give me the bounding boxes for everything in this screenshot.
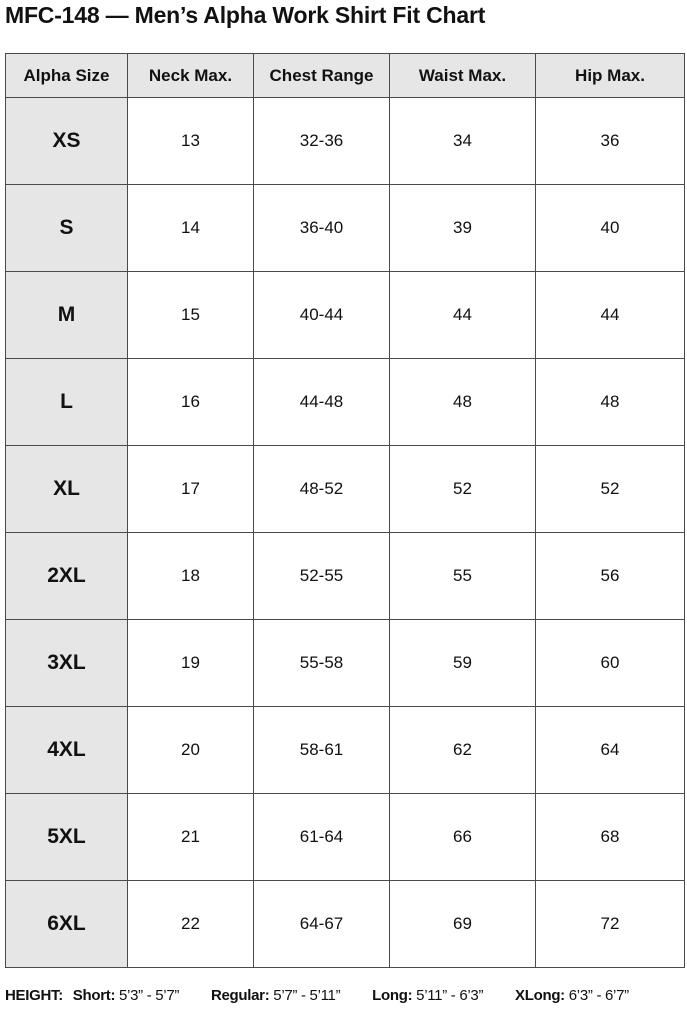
neck-cell: 16	[128, 359, 254, 446]
hip-cell: 48	[536, 359, 685, 446]
hip-cell: 56	[536, 533, 685, 620]
waist-cell: 55	[390, 533, 536, 620]
size-cell: XL	[6, 446, 128, 533]
size-cell: 3XL	[6, 620, 128, 707]
height-long-label: Long:	[372, 987, 413, 1004]
chest-cell: 40-44	[254, 272, 390, 359]
height-footer	[5, 987, 657, 1004]
waist-cell: 34	[390, 98, 536, 185]
height-long	[372, 987, 487, 1004]
chest-cell: 55-58	[254, 620, 390, 707]
chest-cell: 58-61	[254, 707, 390, 794]
neck-cell: 17	[128, 446, 254, 533]
column-header-waist: Waist Max.	[390, 54, 536, 98]
chest-cell: 52-55	[254, 533, 390, 620]
chest-cell: 48-52	[254, 446, 390, 533]
table-row	[6, 185, 685, 272]
waist-cell: 48	[390, 359, 536, 446]
size-cell: M	[6, 272, 128, 359]
neck-cell: 22	[128, 881, 254, 968]
height-regular	[211, 987, 344, 1004]
height-long-value: 5’11” - 6’3”	[416, 987, 484, 1004]
table-row	[6, 881, 685, 968]
column-header-chest: Chest Range	[254, 54, 390, 98]
height-short-label: Short:	[72, 987, 116, 1004]
neck-cell: 15	[128, 272, 254, 359]
height-xlong	[515, 987, 629, 1004]
height-regular-label: Regular:	[210, 987, 270, 1004]
size-cell: 6XL	[6, 881, 128, 968]
hip-cell: 52	[536, 446, 685, 533]
fit-chart-table	[5, 53, 685, 968]
chest-cell: 64-67	[254, 881, 390, 968]
height-xlong-label: XLong:	[515, 987, 565, 1004]
table-row	[6, 794, 685, 881]
size-cell: S	[6, 185, 128, 272]
chest-cell: 44-48	[254, 359, 390, 446]
height-label: HEIGHT:	[5, 987, 63, 1004]
page-title: MFC-148 — Men’s Alpha Work Shirt Fit Chart	[5, 2, 486, 28]
column-header-alpha-size: Alpha Size	[6, 54, 128, 98]
table-row	[6, 533, 685, 620]
neck-cell: 14	[128, 185, 254, 272]
column-header-hip: Hip Max.	[536, 54, 685, 98]
hip-cell: 64	[536, 707, 685, 794]
chest-cell: 32-36	[254, 98, 390, 185]
size-cell: 5XL	[6, 794, 128, 881]
table-row	[6, 446, 685, 533]
table-row	[6, 359, 685, 446]
hip-cell: 60	[536, 620, 685, 707]
column-header-neck: Neck Max.	[128, 54, 254, 98]
size-cell: L	[6, 359, 128, 446]
hip-cell: 36	[536, 98, 685, 185]
height-short-value: 5’3” - 5’7”	[119, 987, 180, 1004]
table-row	[6, 707, 685, 794]
chest-cell: 36-40	[254, 185, 390, 272]
neck-cell: 18	[128, 533, 254, 620]
hip-cell: 40	[536, 185, 685, 272]
size-cell: 4XL	[6, 707, 128, 794]
waist-cell: 52	[390, 446, 536, 533]
neck-cell: 13	[128, 98, 254, 185]
height-xlong-value: 6’3” - 6’7”	[568, 987, 629, 1004]
waist-cell: 44	[390, 272, 536, 359]
waist-cell: 59	[390, 620, 536, 707]
table-header-row	[6, 54, 685, 98]
waist-cell: 39	[390, 185, 536, 272]
neck-cell: 20	[128, 707, 254, 794]
hip-cell: 44	[536, 272, 685, 359]
neck-cell: 19	[128, 620, 254, 707]
waist-cell: 66	[390, 794, 536, 881]
chest-cell: 61-64	[254, 794, 390, 881]
height-short	[73, 987, 183, 1004]
table-row	[6, 98, 685, 185]
table-row	[6, 272, 685, 359]
hip-cell: 72	[536, 881, 685, 968]
hip-cell: 68	[536, 794, 685, 881]
waist-cell: 69	[390, 881, 536, 968]
waist-cell: 62	[390, 707, 536, 794]
neck-cell: 21	[128, 794, 254, 881]
height-regular-value: 5’7” - 5’11”	[273, 987, 341, 1004]
size-cell: XS	[6, 98, 128, 185]
size-cell: 2XL	[6, 533, 128, 620]
table-row	[6, 620, 685, 707]
